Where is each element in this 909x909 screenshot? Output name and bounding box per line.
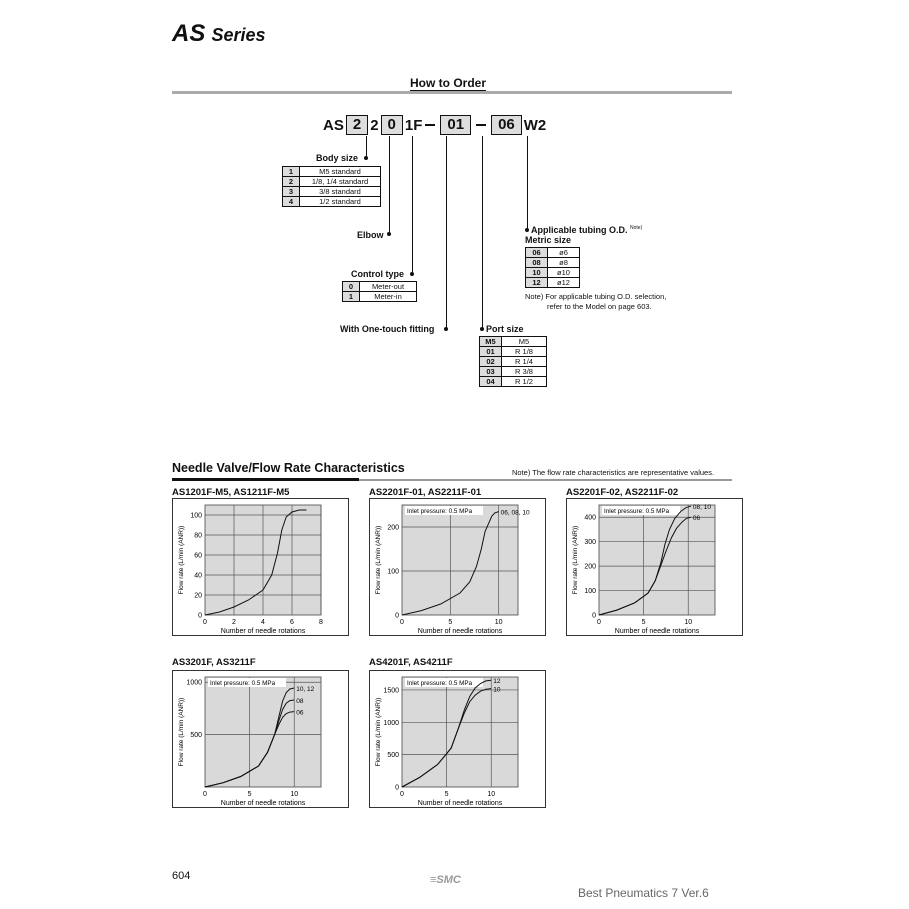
- connector-tubing: [527, 136, 528, 230]
- chart-svg: [370, 499, 545, 635]
- code-dash: [476, 124, 486, 126]
- code-fitting: 1F: [404, 116, 423, 134]
- code-elbow: 2: [370, 116, 379, 134]
- connector-dot: [480, 327, 484, 331]
- x-tick-label: 8: [319, 619, 323, 626]
- option-value: R 1/2: [502, 377, 547, 387]
- connector-port: [482, 136, 483, 329]
- chart-svg: [370, 671, 545, 807]
- series-label: 10: [493, 686, 501, 694]
- connector-fitting: [446, 136, 447, 329]
- y-tick-label: 0: [395, 784, 399, 792]
- flow-chart-as2201-02: [566, 498, 743, 636]
- characteristics-underline: [172, 478, 359, 481]
- port-size-row: [480, 357, 547, 367]
- option-key: 1: [283, 167, 300, 177]
- code-tubing: 06: [491, 115, 522, 135]
- option-key: 3: [283, 187, 300, 197]
- tubing-row: [526, 258, 580, 268]
- fitting-label: With One-touch fitting: [340, 324, 435, 334]
- y-tick-label: 100: [584, 588, 596, 596]
- code-body-size: 2: [346, 115, 368, 135]
- inlet-pressure-label: Inlet pressure: 0.5 MPa: [604, 508, 670, 515]
- control-type-table: [342, 281, 417, 302]
- option-key: 12: [526, 278, 548, 288]
- connector-dot: [364, 156, 368, 160]
- body-size-row: [283, 187, 381, 197]
- tubing-row: [526, 268, 580, 278]
- port-size-row: [480, 377, 547, 387]
- plot-area: [402, 505, 518, 615]
- tubing-row: [526, 278, 580, 288]
- connector-dot: [444, 327, 448, 331]
- connector-body-size: [366, 136, 367, 158]
- x-tick-label: 10: [290, 791, 299, 798]
- option-key: 02: [480, 357, 502, 367]
- series-sub: Series: [211, 25, 266, 45]
- option-value: ø8: [548, 258, 580, 268]
- option-key: M5: [480, 337, 502, 347]
- control-type-label: Control type: [351, 269, 404, 279]
- x-tick-label: 0: [400, 619, 404, 626]
- x-tick-label: 10: [684, 619, 693, 626]
- y-tick-label: 0: [198, 612, 202, 620]
- body-size-row: [283, 197, 381, 207]
- x-tick-label: 4: [261, 619, 265, 626]
- series-label: 08, 10: [692, 504, 711, 512]
- option-value: ø10: [548, 268, 580, 278]
- connector-dot: [387, 232, 391, 236]
- port-size-row: [480, 367, 547, 377]
- connector-control: [412, 136, 413, 274]
- x-tick-label: 5: [444, 791, 449, 798]
- characteristics-note: Note) The flow rate characteristics are representative values.: [512, 468, 715, 477]
- chart-title: AS4201F, AS4211F: [369, 657, 453, 668]
- option-value: 3/8 standard: [300, 187, 381, 197]
- series-label: 08: [296, 698, 304, 706]
- option-key: 1: [343, 292, 360, 302]
- logo-text: SMC: [436, 874, 461, 886]
- code-prefix: AS: [323, 116, 344, 134]
- option-value: 1/8, 1/4 standard: [300, 177, 381, 187]
- y-tick-label: 40: [194, 572, 202, 580]
- order-code: [323, 115, 546, 135]
- control-type-row: [343, 282, 417, 292]
- body-size-label: Body size: [316, 153, 359, 163]
- x-tick-label: 0: [203, 619, 207, 626]
- x-tick-label: 5: [448, 619, 453, 626]
- port-size-label: Port size: [486, 324, 524, 334]
- option-value: ø12: [548, 278, 580, 288]
- y-tick-label: 100: [190, 512, 202, 520]
- inlet-pressure-label: Inlet pressure: 0.5 MPa: [407, 508, 473, 515]
- code-control: 0: [381, 115, 403, 135]
- series-main: AS: [172, 20, 206, 47]
- option-value: R 1/8: [502, 347, 547, 357]
- x-tick-label: 0: [597, 619, 601, 626]
- tubing-row: [526, 248, 580, 258]
- series-label: 06: [296, 709, 304, 717]
- chart-title: AS1201F-M5, AS1211F-M5: [172, 487, 290, 498]
- series-label: 12: [493, 678, 501, 686]
- option-value: M5 standard: [300, 167, 381, 177]
- y-tick-label: 0: [592, 612, 596, 620]
- x-axis-label: Number of needle rotations: [614, 628, 700, 635]
- y-tick-label: 200: [387, 524, 399, 532]
- how-to-order-title: How to Order: [410, 76, 487, 90]
- flow-chart-as2201-01: [369, 498, 546, 636]
- option-key: 0: [343, 282, 360, 292]
- chart-title: AS3201F, AS3211F: [172, 657, 256, 668]
- tubing-label-text: Applicable tubing O.D.: [531, 225, 628, 235]
- connector-dot: [525, 228, 529, 232]
- connector-elbow: [389, 136, 390, 234]
- x-tick-label: 10: [487, 791, 496, 798]
- y-axis-label: Flow rate (L/min (ANR)): [572, 525, 579, 595]
- page-number: 604: [172, 870, 191, 882]
- y-tick-label: 0: [395, 612, 399, 620]
- series-label: 06, 08, 10: [500, 509, 530, 517]
- option-value: Meter-in: [360, 292, 417, 302]
- flow-chart-as1201: [172, 498, 349, 636]
- port-size-row: [480, 337, 547, 347]
- option-key: 04: [480, 377, 502, 387]
- tubing-note-line2: refer to the Model on page 603.: [547, 302, 652, 311]
- body-size-row: [283, 177, 381, 187]
- y-tick-label: 1000: [186, 679, 202, 687]
- x-tick-label: 10: [494, 619, 503, 626]
- code-port: 01: [440, 115, 471, 135]
- option-key: 10: [526, 268, 548, 278]
- code-suffix: W2: [523, 116, 547, 134]
- y-axis-label: Flow rate (L/min (ANR)): [178, 525, 185, 595]
- chart-svg: [173, 499, 348, 635]
- logo-icon: ≡: [430, 874, 437, 886]
- y-tick-label: 500: [190, 732, 202, 740]
- option-value: R 3/8: [502, 367, 547, 377]
- code-dash: [425, 124, 435, 126]
- y-axis-label: Flow rate (L/min (ANR)): [375, 697, 382, 767]
- plot-area: [402, 677, 518, 787]
- tubing-note-mark: Note): [630, 225, 643, 231]
- y-axis-label: Flow rate (L/min (ANR)): [178, 697, 185, 767]
- x-tick-label: 0: [203, 791, 207, 798]
- body-size-table: [282, 166, 381, 207]
- chart-title: AS2201F-01, AS2211F-01: [369, 487, 482, 498]
- series-title: [172, 20, 266, 48]
- y-tick-label: 20: [194, 592, 202, 600]
- option-key: 06: [526, 248, 548, 258]
- x-tick-label: 0: [400, 791, 404, 798]
- x-axis-label: Number of needle rotations: [417, 800, 503, 807]
- footer-book-title: Best Pneumatics 7 Ver.6: [578, 886, 709, 900]
- control-type-row: [343, 292, 417, 302]
- body-size-row: [283, 167, 381, 177]
- plot-area: [205, 677, 321, 787]
- option-value: R 1/4: [502, 357, 547, 367]
- metric-size-label: Metric size: [525, 235, 572, 245]
- elbow-label: Elbow: [357, 230, 384, 240]
- x-tick-label: 2: [232, 619, 236, 626]
- option-key: 08: [526, 258, 548, 268]
- option-key: 2: [283, 177, 300, 187]
- tubing-table: [525, 247, 580, 288]
- characteristics-title: Needle Valve/Flow Rate Characteristics: [172, 461, 405, 475]
- tubing-label: [531, 225, 642, 235]
- option-key: 03: [480, 367, 502, 377]
- y-tick-label: 400: [584, 514, 596, 522]
- chart-title: AS2201F-02, AS2211F-02: [566, 487, 679, 498]
- flow-chart-as3201: [172, 670, 349, 808]
- x-tick-label: 6: [290, 619, 294, 626]
- y-tick-label: 1000: [383, 719, 399, 727]
- port-size-table: [479, 336, 547, 387]
- y-tick-label: 100: [387, 568, 399, 576]
- tubing-note-line1: Note) For applicable tubing O.D. selection,: [525, 292, 667, 301]
- x-axis-label: Number of needle rotations: [220, 800, 306, 807]
- inlet-pressure-label: Inlet pressure: 0.5 MPa: [210, 680, 276, 687]
- option-value: ø6: [548, 248, 580, 258]
- chart-svg: [567, 499, 742, 635]
- option-value: M5: [502, 337, 547, 347]
- section-rule: [172, 91, 732, 94]
- x-axis-label: Number of needle rotations: [220, 628, 306, 635]
- x-tick-label: 5: [247, 791, 252, 798]
- y-tick-label: 60: [194, 552, 202, 560]
- connector-dot: [410, 272, 414, 276]
- chart-svg: [173, 671, 348, 807]
- option-value: 1/2 standard: [300, 197, 381, 207]
- flow-chart-as4201: [369, 670, 546, 808]
- y-tick-label: 1500: [383, 687, 399, 695]
- smc-logo: [430, 874, 461, 886]
- option-key: 01: [480, 347, 502, 357]
- y-tick-label: 500: [387, 752, 399, 760]
- inlet-pressure-label: Inlet pressure: 0.5 MPa: [407, 680, 473, 687]
- series-label: 06: [692, 515, 701, 523]
- characteristics-rule: [359, 479, 732, 481]
- y-tick-label: 80: [194, 532, 202, 540]
- port-size-row: [480, 347, 547, 357]
- y-tick-label: 300: [584, 539, 596, 547]
- x-axis-label: Number of needle rotations: [417, 628, 503, 635]
- y-axis-label: Flow rate (L/min (ANR)): [375, 525, 382, 595]
- option-key: 4: [283, 197, 300, 207]
- y-tick-label: 200: [584, 563, 596, 571]
- series-label: 10, 12: [296, 686, 315, 693]
- x-tick-label: 5: [641, 619, 646, 626]
- option-value: Meter-out: [360, 282, 417, 292]
